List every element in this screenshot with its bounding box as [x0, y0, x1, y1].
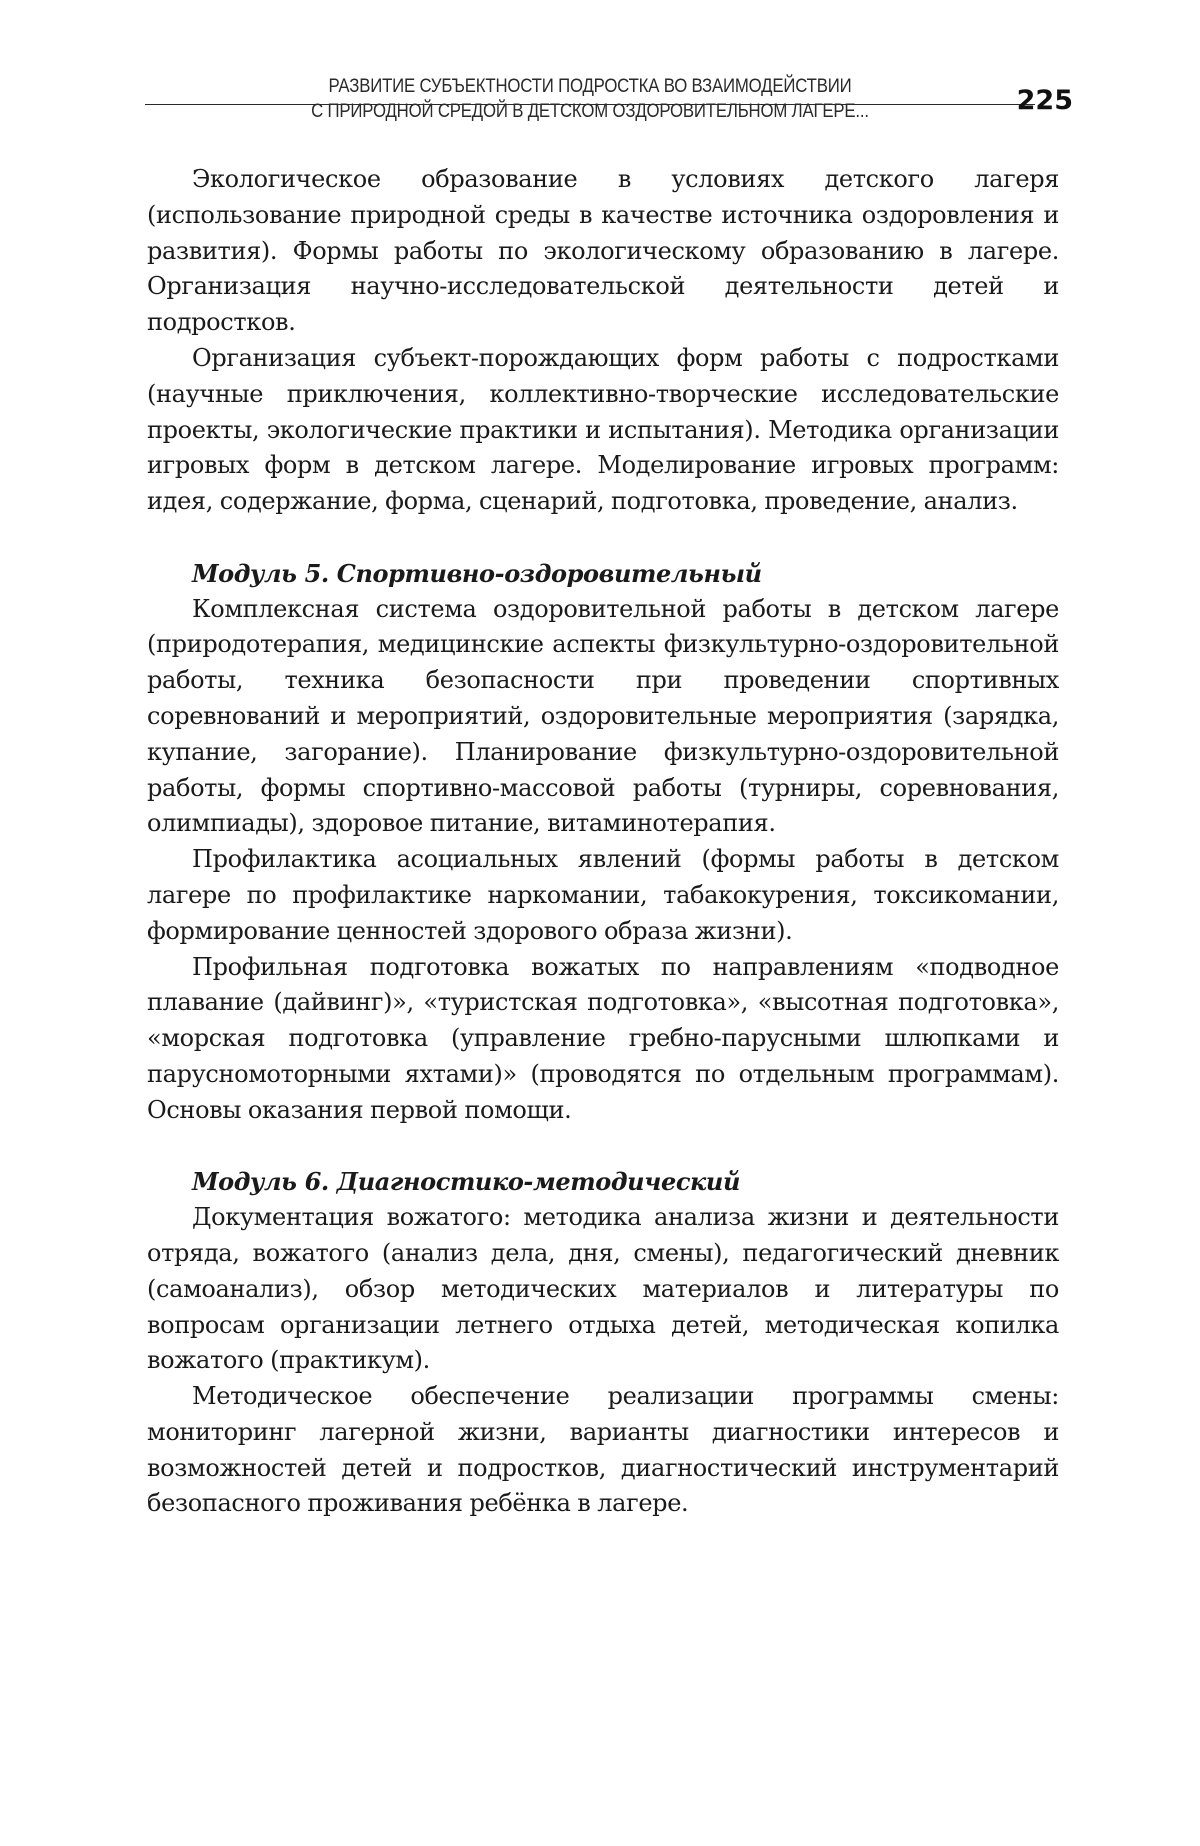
module-6-heading: Модуль 6. Диагностико-методический	[192, 1167, 740, 1197]
paragraph: Комплексная система оздоровительной работы в детском лагере (природотерапия, медицинские аспекты физкультурно-оздоровительной работы, техника безопасности при проведении спортивных соревнований и мероприятий, оздоровительные мероприятия (зарядка, купание, загорание). Планирование физкультурно-оздоровительной работы, формы спортивно-массовой работы (турниры, соревнования, олимпиады), здоровое питание, витаминотерапия.	[147, 594, 1059, 838]
paragraph: Методическое обеспечение реализации программы смены: мониторинг лагерной жизни, варианты диагностики интересов и возможностей детей и подростков, диагностический инструментарий безопасного проживания ребёнка в лагере.	[147, 1382, 1059, 1518]
paragraph: Организация субъект-порождающих форм работы с подростками (научные приключения, коллективно-творческие исследовательские проекты, экологические практики и испытания). Методика организации игровых форм в детском лагере. Моделирование игровых программ: идея, содержание, форма, сценарий, подготовка, проведение, анализ.	[147, 343, 1059, 516]
body-text	[147, 162, 1059, 1522]
running-header	[145, 74, 1073, 126]
paragraph: Документация вожатого: методика анализа жизни и деятельности отряда, вожатого (анализ дела, дня, смены), педагогический дневник (самоанализ), обзор методических материалов и литературы по вопросам организации летнего отдыха детей, методическая копилка вожатого (практикум).	[147, 1203, 1059, 1375]
running-title-line-2: С ПРИРОДНОЙ СРЕДОЙ В ДЕТСКОМ ОЗДОРОВИТЕЛЬНОМ ЛАГЕРЕ...	[311, 100, 869, 122]
paragraph: Экологическое образование в условиях детского лагеря (использование природной среды в качестве источника оздоровления и развития). Формы работы по экологическому образованию в лагере. Организация научно-исследовательской деятельности детей и подростков.	[147, 165, 1059, 337]
running-title	[207, 74, 972, 124]
page-number: 225	[1016, 85, 1073, 116]
paragraph: Профилактика асоциальных явлений (формы работы в детском лагере по профилактике наркомании, табакокурения, токсикомании, формирование ценностей здорового образа жизни).	[147, 845, 1059, 945]
header-rule	[145, 104, 1035, 105]
module-5-heading: Модуль 5. Спортивно-оздоровительный	[192, 558, 762, 588]
paragraph: Профильная подготовка вожатых по направлениям «подводное плавание (дайвинг)», «туристская подготовка», «высотная подготовка», «морская подготовка (управление гребно-парусными шлюпками и парусномоторными яхтами)» (проводятся по отдельным программам). Основы оказания первой помощи.	[147, 952, 1059, 1124]
running-title-line-1: РАЗВИТИЕ СУБЪЕКТНОСТИ ПОДРОСТКА ВО ВЗАИМОДЕЙСТВИИ	[328, 75, 852, 97]
